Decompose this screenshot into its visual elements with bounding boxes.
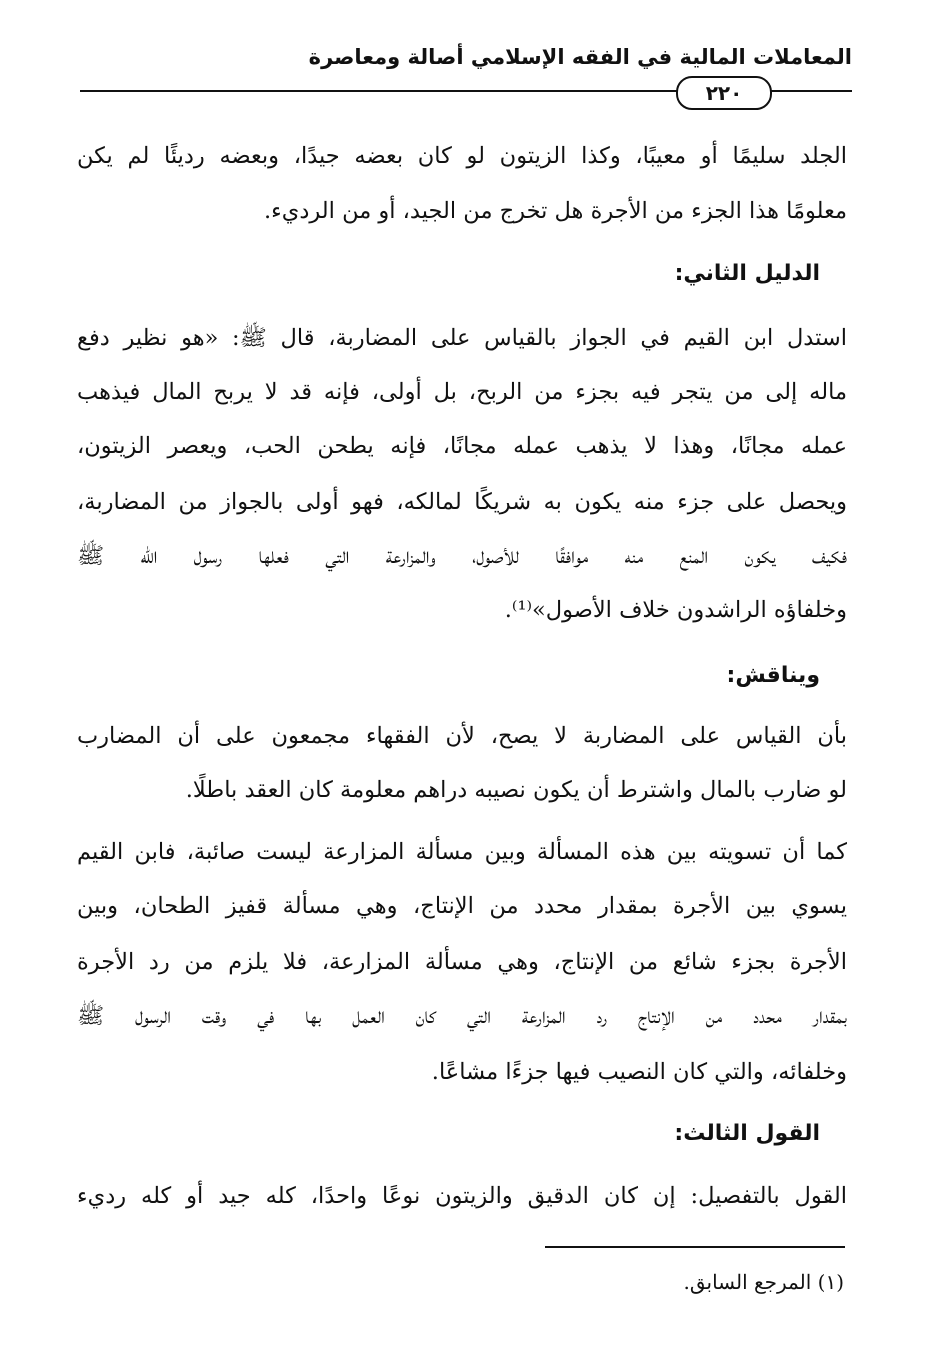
text-line: فكيف يكون المنع منه موافقًا للأصول، والمزارعة التي فعلها رسول الله ﷺ (77, 543, 847, 569)
text-line: الجلد سليمًا أو معيبًا، وكذا الزيتون لو كان بعضه جيدًا، وبعضه رديئًا لم يكن (77, 143, 847, 169)
running-title: المعاملات المالية في الفقه الإسلامي أصالة ومعاصرة (308, 45, 852, 69)
text-line: ماله إلى من يتجر فيه بجزء من الربح، بل أولى، فإنه قد لا يربح المال فيذهب (77, 379, 847, 405)
text-line: يسوي بين الأجرة بمقدار محدد من الإنتاج، وهي مسألة قفيز الطحان، وبين (77, 893, 847, 919)
text-line: بمقدار محدد من الإنتاج رد المزارعة التي كان العمل بها في وقت الرسول ﷺ (77, 1003, 847, 1029)
text-line: ويحصل على جزء منه يكون به شريكًا لمالكه، فهو أولى بالجواز من المضاربة، (77, 489, 847, 515)
text-line: القول بالتفصيل: إن كان الدقيق والزيتون نوعًا واحدًا، كله جيد أو كله رديء (77, 1183, 847, 1209)
text-line: وخلفاؤه الراشدون خلاف الأصول»⁽¹⁾. (504, 597, 847, 623)
page-number: ٢٢٠ (676, 76, 772, 110)
text-line: لو ضارب بالمال واشترط أن يكون نصيبه دراهم معلومة كان العقد باطلًا. (185, 777, 847, 803)
text-line: عمله مجانًا، وهذا لا يذهب عمله مجانًا، فإنه يطحن الحب، ويعصر الزيتون، (77, 433, 847, 459)
text-line: وخلفائه، والتي كان النصيب فيها جزءًا مشاعًا. (431, 1059, 847, 1085)
section-heading: الدليل الثاني: (674, 261, 820, 286)
footnote: (١) المرجع السابق. (683, 1270, 844, 1294)
text-line: كما أن تسويته بين هذه المسألة وبين مسألة المزارعة ليست صائبة، فابن القيم (77, 839, 847, 865)
text-line: استدل ابن القيم في الجواز بالقياس على المضاربة، قال ﷺ: «هو نظير دفع (77, 325, 847, 351)
text-line: معلومًا هذا الجزء من الأجرة هل تخرج من الجيد، أو من الرديء. (264, 198, 847, 224)
text-line: الأجرة بجزء شائع من الإنتاج، وهي مسألة المزارعة، فلا يلزم من رد الأجرة (77, 949, 847, 975)
footnote-rule (545, 1246, 845, 1248)
text-line: بأن القياس على المضاربة لا يصح، لأن الفقهاء مجمعون على أن المضارب (77, 723, 847, 749)
section-heading: القول الثالث: (674, 1121, 820, 1146)
section-heading: ويناقش: (726, 663, 820, 688)
